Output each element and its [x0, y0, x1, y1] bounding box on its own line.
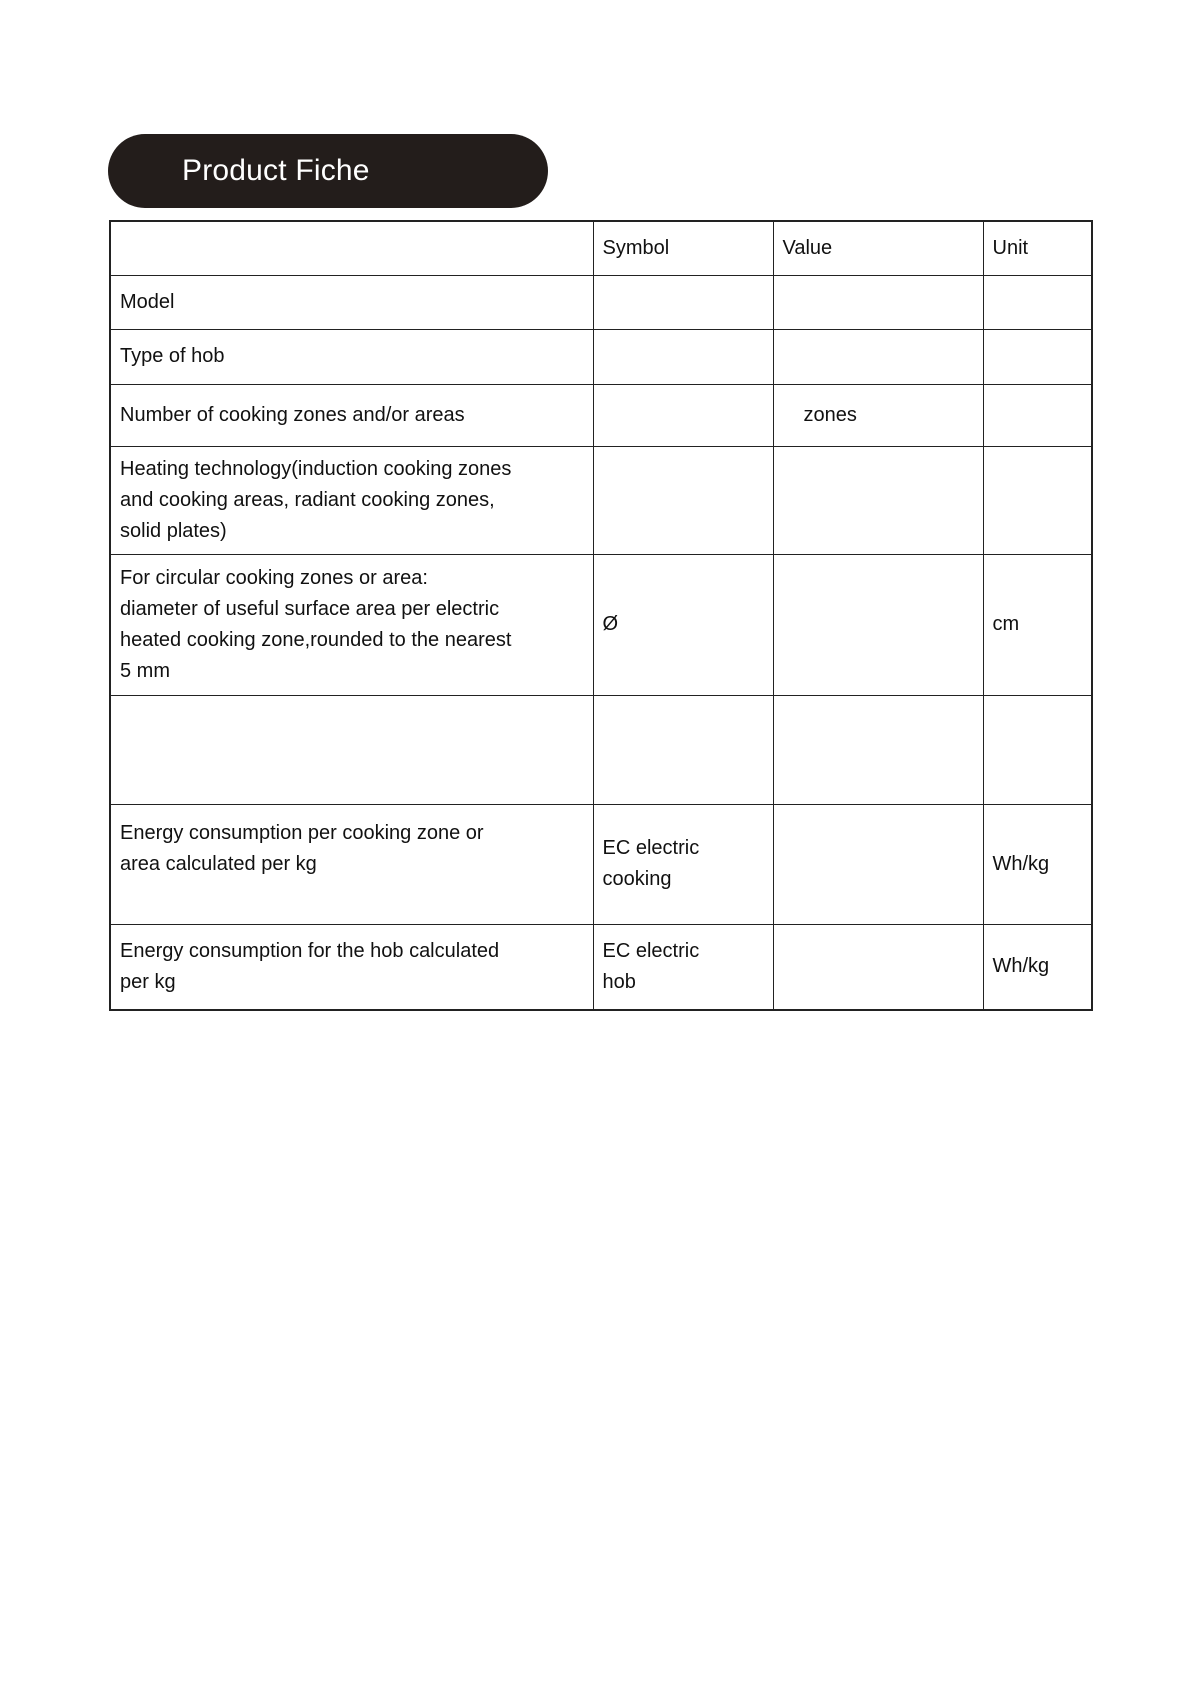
header-unit: Unit: [983, 221, 1092, 275]
table-row-cooking-zones: [110, 384, 1092, 446]
row-unit-cell: [983, 384, 1092, 446]
row-label: [110, 275, 593, 329]
row-symbol-cell: [593, 554, 773, 695]
row-value-cell: zones: [773, 384, 983, 446]
page-title: Product Fiche: [182, 154, 370, 187]
row-unit-cell: [983, 275, 1092, 329]
row-label-line: diameter of useful surface area per electric: [120, 597, 500, 620]
row-unit-cell: [983, 446, 1092, 554]
row-label-line: area calculated per kg: [120, 852, 317, 875]
row-label-line: 5 mm: [120, 659, 170, 682]
row-unit-cell: [983, 329, 1092, 384]
row-value-cell: [773, 804, 983, 924]
row-symbol-line: hob: [602, 970, 636, 993]
row-label-line: Energy consumption for the hob calculated: [120, 939, 500, 962]
row-label-line: Heating technology(induction cooking zones: [120, 457, 512, 480]
row-label-line: and cooking areas, radiant cooking zones,: [120, 488, 495, 511]
row-unit-cell: cm: [983, 554, 1092, 695]
row-label-line: solid plates): [120, 519, 227, 542]
row-symbol-cell: [593, 329, 773, 384]
row-symbol-cell: [593, 924, 773, 1010]
table-row-energy-per-zone: [110, 804, 1092, 924]
table-row-heating-technology: [110, 446, 1092, 554]
row-symbol-cell: [593, 275, 773, 329]
row-label-line: For circular cooking zones or area:: [120, 566, 428, 589]
header-value: Value: [773, 221, 983, 275]
table-header-row: [110, 221, 1092, 275]
row-label: [110, 329, 593, 384]
row-label-line: Number of cooking zones and/or areas: [120, 403, 465, 426]
table-row-empty: [110, 695, 1092, 804]
row-symbol-line: cooking: [602, 868, 672, 890]
row-unit-cell: Wh/kg: [983, 804, 1092, 924]
row-value-cell: [773, 446, 983, 554]
row-unit-cell: Wh/kg: [983, 924, 1092, 1010]
table-row-energy-hob: [110, 924, 1092, 1010]
row-symbol-line: EC electric: [602, 837, 700, 859]
row-label-line: Energy consumption per cooking zone or: [120, 821, 484, 844]
page-title-banner: [108, 134, 548, 208]
diameter-symbol: Ø: [602, 613, 619, 635]
row-label-line: per kg: [120, 970, 176, 993]
row-unit-cell: [983, 695, 1092, 804]
row-value-cell: [773, 924, 983, 1010]
row-symbol-line: EC electric: [602, 939, 700, 962]
row-value-cell: [773, 329, 983, 384]
product-fiche-table: [109, 220, 1093, 1011]
row-label: [110, 804, 593, 924]
row-symbol-cell: [593, 804, 773, 924]
header-description: [110, 221, 593, 275]
row-label-line: Type of hob: [120, 345, 225, 367]
table-row-model: [110, 275, 1092, 329]
header-symbol: Symbol: [593, 221, 773, 275]
row-value-cell: [773, 275, 983, 329]
table-row-type-of-hob: [110, 329, 1092, 384]
row-label-line: heated cooking zone,rounded to the nearest: [120, 628, 512, 651]
row-label: [110, 554, 593, 695]
row-value-cell: [773, 695, 983, 804]
row-symbol-cell: [593, 695, 773, 804]
row-label: [110, 384, 593, 446]
row-value-cell: [773, 554, 983, 695]
row-label: [110, 695, 593, 804]
row-symbol-cell: [593, 446, 773, 554]
row-symbol-cell: [593, 384, 773, 446]
table-row-circular-zone-diameter: [110, 554, 1092, 695]
row-label: [110, 446, 593, 554]
row-label-line: Model: [120, 290, 175, 313]
row-label: [110, 924, 593, 1010]
